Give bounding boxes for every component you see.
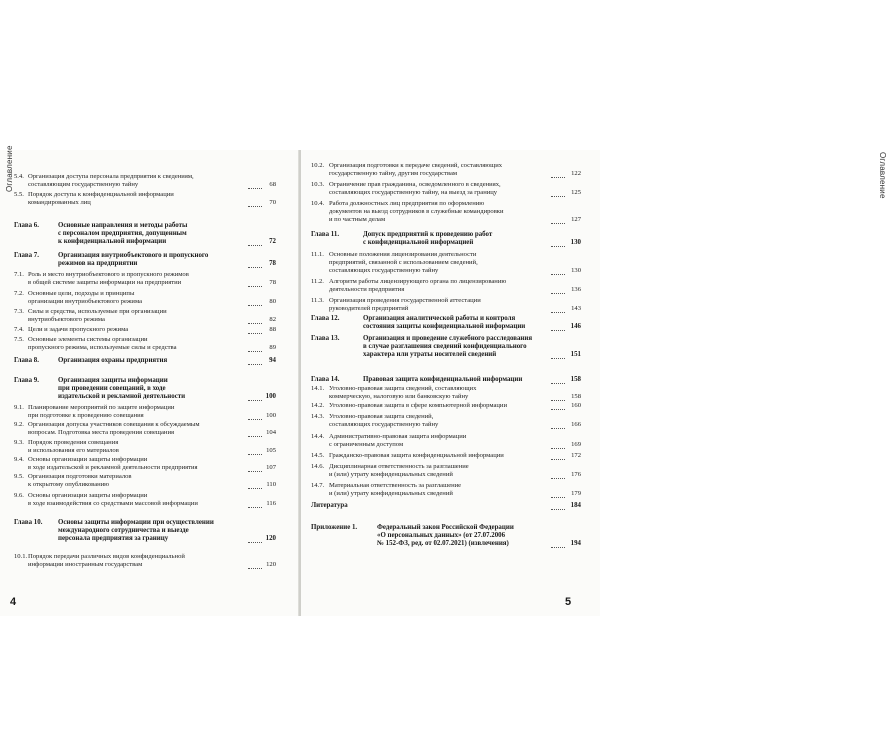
dot-leader (551, 403, 565, 410)
toc-chapter-entry (14, 252, 276, 268)
section-number: 7.5. (14, 336, 24, 343)
toc-section-entry (14, 308, 276, 324)
toc-entry-title-line: в общей системе защиты информации на предприятии (28, 279, 182, 287)
toc-page-number: 160 (571, 402, 581, 409)
dot-leader (248, 413, 262, 420)
toc-entry-title-line: государственную тайну, другим государствам (329, 170, 458, 178)
toc-entry-title-line: пропускного режима, используемые силы и средства (28, 344, 177, 352)
toc-entry-title-line: командированных лиц (28, 199, 91, 207)
toc-section-entry (311, 200, 581, 225)
chapter-number: Глава 10. (14, 519, 43, 526)
chapter-number: Глава 6. (14, 222, 39, 229)
toc-entry-title-line: составляющим государственную тайну (28, 181, 139, 189)
toc-section-entry (311, 278, 581, 294)
section-number: 7.3. (14, 308, 24, 315)
dot-leader (248, 465, 262, 472)
running-header-right: Оглавление (878, 152, 887, 199)
dot-leader (248, 200, 262, 207)
toc-entry-title-line: в случае разглашения сведений конфиденциального (363, 343, 527, 351)
toc-entry-title-line: руководителей предприятий (329, 305, 409, 313)
toc-entry-title-line: Уголовно-правовая защита в сфере компьютерной информации (329, 402, 507, 409)
toc-entry-title-line: Ограничение прав гражданина, осведомленного в сведениях, (329, 181, 501, 188)
toc-entry-title-line: Допуск предприятий к проведению работ (363, 231, 493, 238)
toc-entry-title-line: Уголовно-правовая защита сведений, составляющих (329, 385, 477, 392)
toc-page-number: 78 (269, 260, 276, 268)
chapter-number: Глава 13. (311, 335, 340, 342)
toc-section-entry (14, 326, 276, 334)
toc-page-number: 194 (570, 540, 581, 548)
toc-entry-title-line: международного сотрудничества и выезде (58, 527, 189, 535)
toc-page-number: 172 (571, 452, 581, 459)
dot-leader (248, 501, 262, 508)
toc-page-number: 120 (265, 535, 276, 543)
toc-entry-title-line: Алгоритм работы лицензирующего органа по лицензированию (329, 278, 507, 285)
section-number: 14.2. (311, 402, 325, 409)
toc-entry-title-line: предприятий, связанной с использованием сведений, (329, 259, 478, 267)
section-number: 9.6. (14, 492, 24, 499)
toc-chapter-entry (311, 335, 581, 360)
toc-entry-title-line: внутриобъектового режима (28, 316, 105, 324)
dot-leader (551, 503, 565, 510)
dot-leader (248, 358, 262, 365)
toc-entry-title-line: Материальная ответственность за разглашение (329, 482, 462, 489)
toc-entry-title-line: Порядок доступа к конфиденциальной информации (28, 191, 174, 198)
chapter-number: Литература (311, 502, 348, 509)
section-number: 14.6. (311, 463, 325, 470)
toc-entry-title-line: с ограниченным доступом (329, 441, 404, 449)
toc-section-entry (14, 439, 276, 455)
toc-entry-title-line: Роль и место внутриобъектового и пропускного режимов (28, 271, 189, 278)
toc-page-number: 88 (269, 326, 276, 333)
dot-leader (248, 430, 262, 437)
toc-page-number: 68 (269, 181, 276, 189)
toc-entry-title-line: с конфиденциальной информацией (363, 239, 474, 247)
toc-section-entry (14, 492, 276, 508)
toc-entry-title-line: Силы и средства, используемые при организации (28, 308, 167, 315)
toc-section-entry (14, 336, 276, 352)
page-number-left: 4 (10, 596, 17, 608)
section-number: 7.1. (14, 271, 24, 278)
toc-entry-title-line: информации иностранным государствам (28, 561, 143, 569)
toc-entry-title-line: характера или утраты носителей сведений (363, 351, 497, 359)
toc-entry-title-line: к открытому опубликованию (28, 481, 110, 489)
toc-section-entry (14, 271, 276, 287)
chapter-number: Глава 9. (14, 377, 39, 384)
toc-entry-title-line: Уголовно-правовая защита сведений, (329, 413, 434, 420)
toc-entry-title-line: Гражданско-правовая защита конфиденциальной информации (329, 452, 504, 459)
toc-entry-title-line: Организация и проведение служебного расследования (363, 335, 533, 342)
toc-section-entry (311, 452, 581, 460)
toc-section-entry (311, 181, 581, 197)
toc-page-number: 169 (571, 441, 581, 449)
running-header-left: Оглавление (5, 145, 14, 192)
section-number: 9.2. (14, 421, 24, 428)
section-number: 5.4. (14, 173, 24, 180)
dot-leader (248, 327, 262, 334)
toc-entry-title-line: и (или) утрату конфиденциальных сведений (329, 471, 453, 479)
toc-entry-title-line: Организация доступа персонала предприятия к сведениям, (28, 173, 194, 180)
toc-entry-title-line: Основы защиты информации при осуществлении (58, 519, 214, 526)
dot-leader (551, 453, 565, 460)
toc-entry-title-line: Организация допуска участников совещания к обсуждаемым (28, 421, 200, 428)
toc-page-number: 176 (571, 471, 581, 479)
toc-section-entry (311, 463, 581, 479)
toc-section-entry (14, 553, 276, 569)
dot-leader (551, 190, 565, 197)
toc-entry-title-line: «О персональных данных» (от 27.07.2006 (377, 532, 506, 540)
section-number: 14.4. (311, 433, 325, 440)
dot-leader (551, 541, 565, 548)
toc-entry-title-line: Порядок передачи различных видов конфиденциальной (28, 553, 185, 560)
toc-page-number: 104 (266, 429, 276, 437)
toc-entry-title-line: Организация проведения государственной аттестации (329, 297, 481, 304)
toc-entry-title-line: в ходе издательской и рекламной деятельности предприятия (28, 464, 198, 472)
toc-page-number: 116 (266, 500, 276, 508)
dot-leader (551, 306, 565, 313)
left-page (0, 145, 299, 616)
dot-leader (551, 287, 565, 294)
toc-entry-title-line: Федеральный закон Российской Федерации (377, 524, 514, 531)
toc-entry-title-line: документов на выезд сотрудников в служебные командировки (329, 208, 504, 216)
toc-section-entry (311, 402, 581, 410)
toc-entry-title-line: Организация аналитической работы и контроля (363, 315, 516, 322)
toc-page-number: 110 (266, 481, 276, 489)
dot-leader (551, 377, 565, 384)
dot-leader (248, 562, 262, 569)
toc-entry-title-line: Дисциплинарная ответственность за разглашение (329, 463, 469, 470)
chapter-number: Глава 7. (14, 252, 39, 259)
section-number: 10.4. (311, 200, 325, 207)
toc-entry-title-line: составляющих государственную тайну, на выезд за границу (329, 189, 498, 197)
toc-entry-title-line: Организация охраны предприятия (58, 357, 168, 364)
toc-page-number: 166 (571, 421, 581, 429)
toc-page-number: 80 (269, 298, 276, 306)
toc-page-number: 130 (571, 267, 581, 275)
toc-section-entry (14, 191, 276, 207)
toc-section-entry (311, 162, 581, 178)
chapter-number: Приложение 1. (311, 524, 358, 531)
toc-page-number: 151 (570, 351, 581, 359)
toc-page-number: 158 (571, 393, 581, 401)
chapter-number: Глава 11. (311, 231, 340, 238)
toc-entry-title-line: в ходе взаимодействия со средствами массовой информации (28, 500, 198, 508)
toc-section-entry (14, 290, 276, 306)
toc-entry-title-line: при подготовке к проведению совещания (28, 412, 144, 420)
toc-entry-title-line: № 152-ФЗ, ред. от 02.07.2021) (извлечения) (377, 540, 509, 548)
chapter-number: Глава 12. (311, 315, 340, 322)
chapter-number: Глава 14. (311, 376, 340, 383)
toc-chapter-entry (311, 502, 581, 510)
toc-entry-title-line: организации внутриобъектового режима (28, 298, 143, 306)
dot-leader (248, 299, 262, 306)
dot-leader (248, 239, 262, 246)
toc-page-number: 78 (269, 279, 276, 287)
toc-entry-title-line: деятельности предприятия (329, 286, 405, 294)
section-number: 11.3. (311, 297, 324, 304)
book-spread (0, 145, 887, 616)
toc-entry-title-line: персонала предприятия за границу (58, 535, 169, 543)
section-number: 14.3. (311, 413, 325, 420)
toc-section-entry (311, 297, 581, 313)
section-number: 9.1. (14, 404, 24, 411)
toc-entry-title-line: с персоналом предприятия, допущенным (58, 230, 187, 238)
toc-section-entry (14, 404, 276, 420)
toc-entry-title-line: Основы организации защиты информации (28, 456, 148, 463)
section-number: 10.3. (311, 181, 325, 188)
toc-entry-title-line: Планирование мероприятий по защите информации (28, 404, 175, 411)
section-number: 7.4. (14, 326, 24, 333)
dot-leader (551, 240, 565, 247)
toc-entry-title-line: Организация подготовки материалов (28, 473, 132, 480)
toc-page-number: 125 (571, 189, 581, 197)
toc-page-number: 105 (266, 447, 276, 455)
right-page (301, 150, 887, 616)
toc-page-number: 94 (269, 357, 276, 364)
section-number: 14.7. (311, 482, 325, 489)
toc-entry-title-line: и (или) утрату конфиденциальных сведений (329, 490, 453, 498)
section-number: 14.1. (311, 385, 325, 392)
toc-entry-title-line: вопросам. Подготовка места проведения совещания (28, 429, 175, 437)
toc-page-number: 184 (570, 502, 581, 509)
toc-entry-title-line: Основные положения лицензирования деятельности (329, 251, 477, 258)
toc-section-entry (14, 421, 276, 437)
toc-section-entry (311, 413, 581, 429)
toc-entry-title-line: Основные направления и методы работы (58, 222, 188, 229)
toc-entry-title-line: Организация защиты информации (58, 377, 168, 384)
toc-page-number: 143 (571, 305, 581, 313)
dot-leader (551, 324, 565, 331)
toc-entry-title-line: Организация внутриобъектового и пропускного (58, 252, 209, 259)
toc-section-entry (14, 173, 276, 189)
toc-page-number: 130 (570, 239, 581, 247)
toc-page-number: 100 (265, 393, 276, 401)
toc-chapter-entry (14, 377, 276, 402)
toc-entry-title-line: состояния защиты конфиденциальной информации (363, 323, 526, 331)
dot-leader (248, 394, 262, 401)
toc-entry-title-line: Основы организации защиты информации (28, 492, 148, 499)
toc-entry-title-line: к конфиденциальной информации (58, 238, 167, 246)
toc-entry-title-line: и по частным делам (329, 216, 386, 224)
dot-leader (551, 217, 565, 224)
toc-entry-title-line: Административно-правовая защита информации (329, 433, 467, 440)
dot-leader (551, 394, 565, 401)
toc-section-entry (14, 473, 276, 489)
toc-page-number: 136 (571, 286, 581, 294)
toc-page-number: 179 (571, 490, 581, 498)
dot-leader (551, 491, 565, 498)
toc-page-number: 89 (269, 344, 276, 352)
toc-page-number: 158 (570, 376, 581, 383)
dot-leader (248, 448, 262, 455)
toc-entry-title-line: Правовая защита конфиденциальной информации (363, 376, 523, 383)
toc-entry-title-line: коммерческую, налоговую или банковскую тайну (329, 393, 469, 401)
toc-page-number: 122 (571, 170, 581, 178)
dot-leader (248, 280, 262, 287)
toc-chapter-entry (14, 519, 276, 544)
dot-leader (551, 472, 565, 479)
dot-leader (551, 352, 565, 359)
toc-chapter-entry (311, 524, 581, 549)
toc-page-number: 146 (570, 323, 581, 331)
toc-page-number: 127 (571, 216, 581, 224)
dot-leader (551, 171, 565, 178)
dot-leader (248, 345, 262, 352)
toc-entry-title-line: Работа должностных лиц предприятия по оформлению (329, 200, 485, 207)
dot-leader (248, 317, 262, 324)
toc-entry-title-line: Порядок проведения совещания (28, 439, 119, 446)
section-number: 11.2. (311, 278, 324, 285)
toc-page-number: 107 (266, 464, 276, 472)
dot-leader (551, 422, 565, 429)
page-number-right: 5 (565, 596, 572, 608)
toc-entry-title-line: Организация подготовки к передаче сведений, составляющих (329, 162, 503, 169)
toc-page-number: 82 (269, 316, 276, 324)
toc-page-number: 70 (269, 199, 276, 207)
section-number: 11.1. (311, 251, 324, 258)
toc-entry-title-line: издательской и рекламной деятельности (58, 393, 186, 401)
section-number: 10.2. (311, 162, 325, 169)
toc-entry-title-line: Основные элементы системы организации (28, 336, 148, 343)
toc-chapter-entry (14, 222, 276, 247)
toc-entry-title-line: Основные цели, подходы и принципы (28, 290, 135, 297)
toc-page-number: 100 (266, 412, 276, 420)
section-number: 10.1. (14, 553, 28, 560)
dot-leader (248, 182, 262, 189)
toc-chapter-entry (311, 315, 581, 331)
toc-entry-title-line: и использования его материалов (28, 447, 119, 455)
dot-leader (551, 268, 565, 275)
toc-chapter-entry (311, 231, 581, 247)
toc-page-number: 72 (269, 238, 276, 246)
section-number: 5.5. (14, 191, 24, 198)
toc-entry-title-line: Цели и задачи пропускного режима (28, 326, 129, 333)
toc-section-entry (311, 385, 581, 401)
section-number: 7.2. (14, 290, 24, 297)
toc-section-entry (311, 433, 581, 449)
section-number: 9.3. (14, 439, 24, 446)
toc-section-entry (311, 482, 581, 498)
toc-entry-title-line: составляющих государственную тайну (329, 421, 439, 429)
toc-chapter-entry (14, 357, 276, 365)
section-number: 14.5. (311, 452, 325, 459)
toc-section-entry (14, 456, 276, 472)
dot-leader (248, 536, 262, 543)
toc-entry-title-line: режимов на предприятии (58, 260, 138, 268)
toc-page-number: 120 (266, 561, 276, 569)
dot-leader (551, 442, 565, 449)
section-number: 9.4. (14, 456, 24, 463)
dot-leader (248, 261, 262, 268)
toc-entry-title-line: при проведении совещаний, в ходе (58, 385, 166, 393)
toc-section-entry (311, 251, 581, 276)
dot-leader (248, 482, 262, 489)
toc-chapter-entry (311, 376, 581, 384)
toc-entry-title-line: составляющих государственную тайну (329, 267, 439, 275)
chapter-number: Глава 8. (14, 357, 39, 364)
section-number: 9.5. (14, 473, 24, 480)
